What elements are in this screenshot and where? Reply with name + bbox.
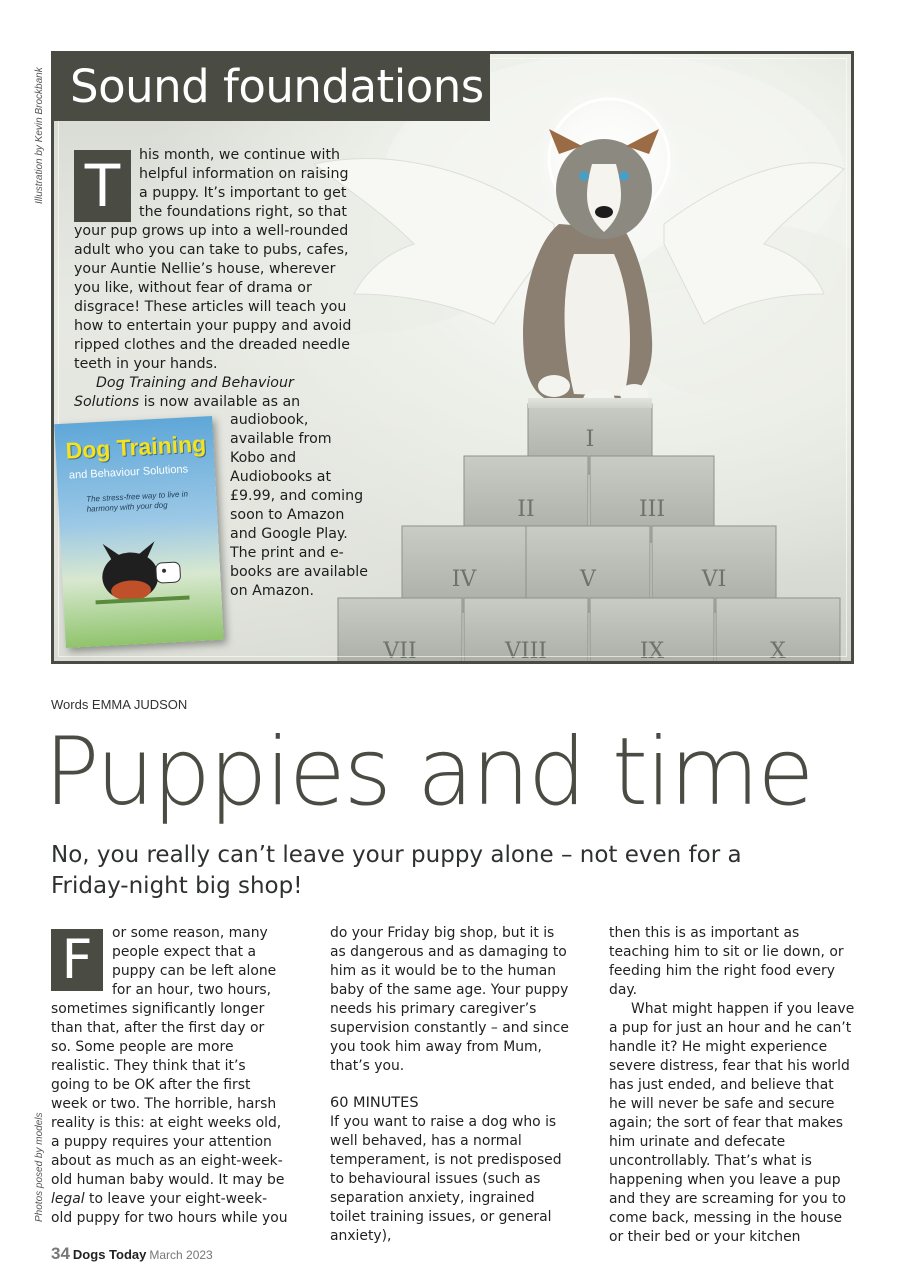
numeral-1: I	[585, 427, 595, 452]
numeral-6: VI	[701, 567, 727, 592]
headline: Puppies and time	[44, 718, 813, 827]
intro-paragraph: his month, we continue with helpful information on raising a puppy. It’s important to get the foundations right, so that your pup grows up into a well-rounded adult who you can take to pubs, cafes, your Auntie Nellie’s house, wherever you like, without fear of drama or disgrace! These articles will teach you how to entertain your puppy and avoid ripped clothes and the dreaded needle teeth in your hands.	[74, 147, 352, 372]
article-dropcap: F	[51, 929, 103, 991]
col3-paragraph-2: What might happen if you leave a pup for just an hour and he can’t handle it? He might experience severe distress, fear that his world has just ended, and believe that he will never be safe and secure again; the sort of fear that makes him urinate and defecate uncontrollably. That’s what is happening when you leave a pup and they are screaming for you to come back, messing in the house or their bed or your kitchen	[609, 1001, 855, 1245]
byline: Words EMMA JUDSON	[51, 697, 188, 712]
numeral-3: III	[638, 497, 666, 522]
section-title: Sound foundations	[70, 60, 484, 113]
cartoon-dog-icon	[90, 525, 194, 610]
photo-credit: Photos posed by models	[34, 1112, 45, 1222]
book-cover-title: Dog Training	[64, 430, 207, 464]
col1-text-a: or some reason, many people expect that a puppy can be left alone for an hour, two hours, sometimes significantly longer than that, after the first day or so. Some people are more realistic. They think that it’s going to be OK after the first week or two. The horrible, harsh reality is this: at eight weeks old, a puppy requires your attention about as much as an eight-week-old human baby would. It may be	[51, 925, 285, 1188]
issue-date: March 2023	[149, 1248, 213, 1262]
book-title: Dog Training and Behaviour Solutions	[74, 375, 294, 410]
book-cover-subtitle: and Behaviour Solutions	[68, 463, 189, 482]
numeral-8: VIII	[505, 639, 547, 661]
book-line: is now available as an	[139, 394, 301, 410]
section-title-box	[54, 54, 490, 121]
numeral-5: V	[580, 567, 596, 592]
numeral-4: IV	[451, 567, 477, 592]
intro-dropcap: T	[74, 150, 131, 222]
col1-text-b: to leave your eight-week-old puppy for two hours while you	[51, 1191, 288, 1226]
standfirst: No, you really can’t leave your puppy alone – not even for a Friday-night big shop!	[51, 842, 742, 899]
page-number: 34	[51, 1244, 70, 1263]
magazine-name: Dogs Today	[72, 1247, 147, 1262]
numeral-9: IX	[639, 639, 665, 661]
numeral-10: X	[770, 639, 786, 661]
article-column-3	[609, 924, 855, 1247]
illustration-credit: Illustration by Kevin Brockbank	[34, 67, 45, 204]
numeral-2: II	[517, 497, 535, 522]
article-column-1	[51, 924, 288, 1228]
book-cover	[54, 416, 224, 648]
page-footer	[51, 1244, 213, 1264]
col3-paragraph-1: then this is as important as teaching him to sit or lie down, or feeding him the right food every day.	[609, 925, 844, 998]
book-cover-tagline: The stress-free way to live in harmony with your dog	[85, 489, 189, 514]
intro-text	[74, 146, 356, 412]
col2-subhead: 60 MINUTES	[330, 1095, 419, 1111]
col2-paragraph-2: If you want to raise a dog who is well behaved, has a normal temperament, is not predisposed to behavioural issues (such as separation anxiety, ingrained toilet training issues, or general anxiety),	[330, 1114, 562, 1244]
book-availability: audiobook, available from Kobo and Audiobooks at £9.99, and coming soon to Amazon and Google Play. The print and e-books are available on Amazon.	[230, 412, 368, 599]
col1-emphasis: legal	[51, 1191, 85, 1207]
article-column-2	[330, 924, 570, 1246]
hero-panel	[51, 51, 854, 664]
numeral-7: VII	[383, 639, 417, 661]
col2-paragraph-1: do your Friday big shop, but it is as dangerous and as damaging to him as it would be to the human baby of the same age. Your puppy needs his primary caregiver’s supervision constantly – and since you took him away from Mum, that’s you.	[330, 925, 569, 1074]
